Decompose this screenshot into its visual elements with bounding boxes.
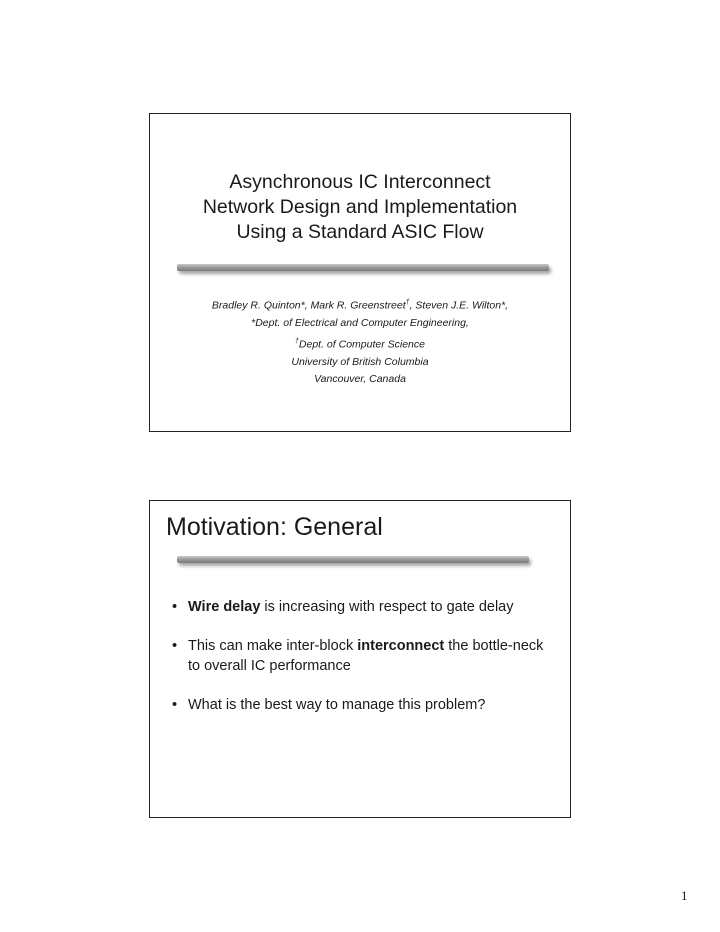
bullet-icon: •	[172, 697, 178, 713]
location: Vancouver, Canada	[314, 373, 406, 385]
affiliation-cs: †Dept. of Computer Science	[295, 337, 425, 350]
affiliation-ece: *Dept. of Electrical and Computer Engineering,	[251, 317, 469, 329]
slide-title	[150, 170, 570, 245]
title-line: Using a Standard ASIC Flow	[236, 221, 484, 243]
author-block	[150, 294, 570, 389]
bullet-list	[172, 597, 552, 734]
university: University of British Columbia	[291, 355, 429, 368]
title-line: Asynchronous IC Interconnect	[229, 171, 491, 193]
list-item: • What is the best way to manage this problem?	[172, 697, 486, 713]
title-line: Network Design and Implementation	[202, 196, 518, 218]
bullet-icon: •	[172, 599, 178, 615]
author-names: Bradley R. Quinton*, Mark R. Greenstreet†, Steven J.E. Wilton*,	[211, 299, 509, 312]
title-slide	[149, 113, 571, 432]
slide-title: Motivation: General	[166, 513, 383, 541]
bullet-icon: •	[172, 638, 178, 654]
title-divider-bar	[177, 264, 549, 271]
title-divider-bar	[177, 556, 529, 563]
list-item: • Wire delay is increasing with respect to gate delay	[172, 599, 514, 615]
list-item: • This can make inter-block interconnect the bottle-neck to overall IC performance	[172, 638, 544, 674]
motivation-slide	[149, 500, 571, 818]
page-number: 1	[681, 888, 688, 903]
